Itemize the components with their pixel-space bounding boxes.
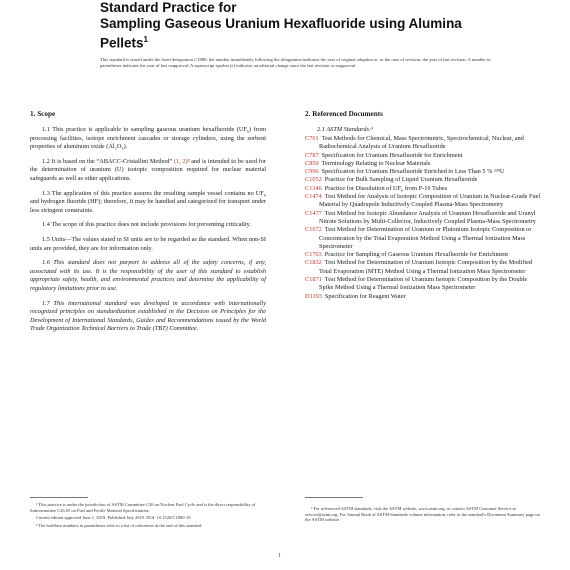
reference-code-link[interactable]: C1832: [305, 259, 322, 267]
title-line-3: Pellets$^1$: [100, 35, 148, 51]
reference-item: C1871 Test Method for Determination of Uranium Isotopic Composition by the Double Spike Method Using a Thermal Ionization Mass Spectrometer: [305, 276, 528, 292]
reference-code-link[interactable]: C761: [305, 135, 319, 142]
reference-code-link[interactable]: C1474: [305, 193, 322, 201]
scope-paragraph-1-6: 1.6 This standard does not purport to address all of the safety concerns, if any, associated with its use. It is the responsibility of the user of this standard to establish appropriate safety, health, and environmental practices and determine the applicability of regulatory limitations prior to use.: [30, 259, 266, 292]
scope-paragraph-1-1: 1.1 This practice is applicable to sampling gaseous uranium hexafluoride (UF₆) from processing facilities, isotope enrichment cascades or storage cylinders, using the sorbent properties of aluminum oxide (Al₂O₃).: [30, 126, 266, 151]
reference-item: C1477 Test Method for Isotopic Abundance Analysis of Uranium Hexafluoride and Uranyl Nitrate Solutions by Multi-Collector, Inductively Coupled Plasma-Mass Spectrometry: [305, 209, 536, 225]
reference-item: C1832 Test Method for Determination of Uranium Isotopic Composition by the Modified Total Evaporation (MTE) Method Using a Thermal Ionization Mass Spectrometer: [305, 259, 533, 275]
scope-paragraph-1-4: 1.4 The scope of this practice does not include provisions for preventing criticality.: [42, 221, 251, 229]
scope-heading: 1. Scope: [30, 110, 56, 118]
document-title: [100, 0, 462, 52]
footnote-2: ² The boldface numbers in parentheses refer to a list of references at the end of this standard.: [36, 523, 203, 529]
reference-item: C1474 Test Method for Analysis of Isotopic Composition of Uranium in Nuclear-Grade Fuel Material by Quadrupole Inductively Coupled Plasma-Mass Spectrometry: [305, 193, 541, 209]
reference-code-link[interactable]: C787: [305, 151, 319, 159]
page-number: 1: [278, 553, 281, 559]
reference-link[interactable]: (1, 2): [173, 157, 188, 165]
reference-code-link[interactable]: C1477: [305, 209, 322, 217]
right-column: [305, 110, 541, 301]
footnote-3: ³ For referenced ASTM standards, visit the ASTM website, www.astm.org, or contact ASTM Customer Service at service@astm.org. For Annual Book of ASTM Standards volume information, refer to the standard's Document Summary page on the ASTM website.: [305, 506, 540, 523]
title-line-1: Standard Practice for: [100, 0, 237, 15]
reference-code-link[interactable]: C1346: [305, 184, 322, 192]
title-footnote-marker: 1: [143, 35, 148, 44]
reference-code-link[interactable]: D1193: [305, 292, 322, 300]
reference-code-link[interactable]: C859: [305, 159, 319, 167]
reference-item: C1703 Practice for Sampling of Gaseous Uranium Hexafluoride for Enrichment: [305, 251, 509, 259]
designation-notice: This standard is issued under the fixed designation C1880; the number immediately following the designation indicates the year of original adoption or, in the case of revision, the year of last revision. A number in parentheses indicates the year of last reapproval. A superscript epsilon (ε) indicates an editorial change since the last revision or reapproval.: [100, 57, 491, 68]
footnote-divider-right: [305, 497, 363, 498]
footnotes-right: [305, 506, 541, 525]
reference-item: C859 Terminology Relating to Nuclear Materials: [305, 159, 431, 167]
footnote-divider-left: [30, 497, 88, 498]
scope-paragraph-1-3: 1.3 The application of this practice assures the resulting sample vessel contains no UF₆ and hydrogen fluoride (HF); therefore, it may be handled and categorized for transport under less stringent constraints.: [30, 189, 266, 214]
scope-paragraph-1-2: 1.2 It is based on the “ABACC-Cristallini Method” (1, 2)² and is intended to be used for the determination of uranium (U) isotopic composition required for nuclear material safeguards as well as other applications.: [30, 157, 266, 182]
reference-code-link[interactable]: C1672: [305, 226, 322, 234]
reference-code-link[interactable]: C1703: [305, 251, 322, 259]
astm-standards-subheading: 2.1 ASTM Standards:³: [317, 126, 373, 133]
footnotes-left: [30, 502, 266, 531]
title-line-2: Sampling Gaseous Uranium Hexafluoride using Alumina: [100, 16, 462, 31]
scope-paragraph-1-7: 1.7 This international standard was developed in accordance with internationally recognized principles on standardization established in the Decision on Principles for the Development of International Standards, Guides and Recommendations issued by the World Trade Organization Technical Barriers to Trade (TBT) Committee.: [30, 299, 266, 333]
referenced-documents-heading: 2. Referenced Documents: [305, 110, 383, 118]
reference-list: [305, 135, 541, 301]
footnote-edition: Current edition approved June 1, 2019. Published July 2019. DOI: 10.1520/C1880-19.: [36, 515, 192, 521]
footnote-1: ¹ This practice is under the jurisdiction of ASTM Committee C26 on Nuclear Fuel Cycle and is the direct responsibility of Subcommittee C26.05 on Fuel and Fertile Material Specifications.: [30, 502, 256, 513]
reference-item: D1193 Specification for Reagent Water: [305, 292, 406, 300]
reference-code-link[interactable]: C1871: [305, 276, 322, 284]
reference-item: C996 Specification for Uranium Hexafluoride Enriched to Less Than 5 % ²³⁵U: [305, 168, 505, 176]
scope-paragraph-1-5: 1.5 Units—The values stated in SI units are to be regarded as the standard. When non-SI units are provided, they are for information only.: [30, 235, 266, 252]
reference-item: C1346 Practice for Dissolution of UF₆ from P-10 Tubes: [305, 184, 448, 192]
reference-item: C787 Specification for Uranium Hexafluoride for Enrichment: [305, 151, 463, 159]
left-column: [30, 110, 266, 340]
reference-item: C1052 Practice for Bulk Sampling of Liquid Uranium Hexafluoride: [305, 176, 478, 184]
reference-item: C761 Test Methods for Chemical, Mass Spectrometric, Spectrochemical, Nuclear, and Radiochemical Analysis of Uranium Hexafluoride: [305, 135, 524, 151]
reference-code-link[interactable]: C996: [305, 168, 319, 176]
reference-item: C1672 Test Method for Determination of Uranium or Plutonium Isotopic Composition or Concentration by the Total Evaporation Method Using a Thermal Ionization Mass Spectrometer: [305, 226, 532, 250]
reference-code-link[interactable]: C1052: [305, 176, 322, 184]
